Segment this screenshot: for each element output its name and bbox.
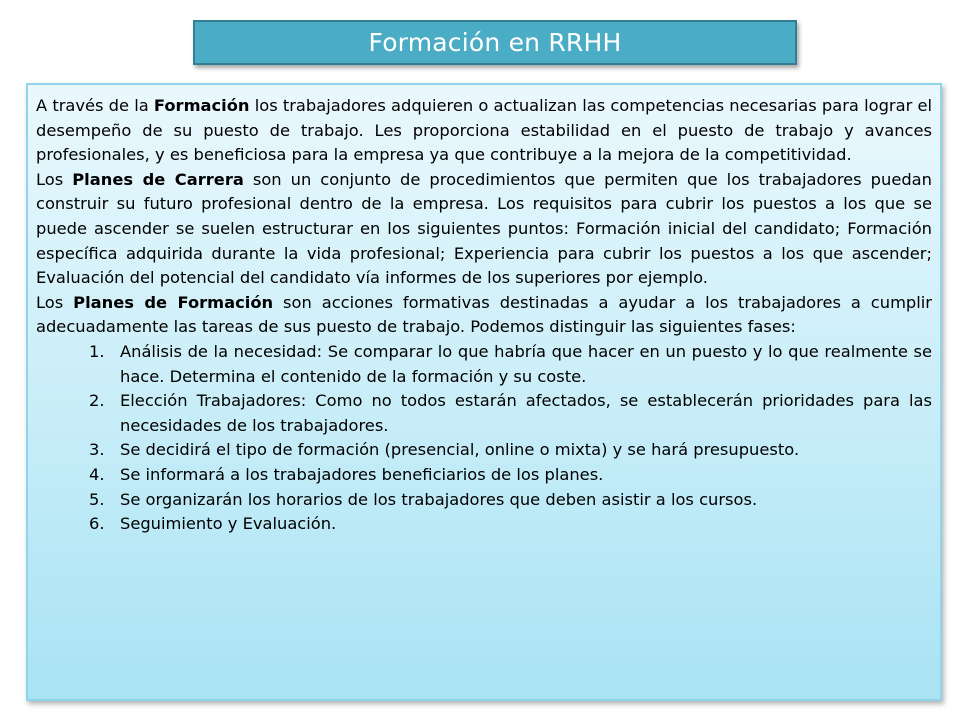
- phase-number: 6.: [89, 514, 105, 534]
- phase-item: [36, 488, 932, 513]
- paragraph-prefix: Los: [36, 169, 73, 189]
- content-box: [26, 83, 942, 701]
- paragraph-body: los trabajadores adquieren o actualizan las competencias necesarias para lograr el desempeño de su puesto de trabajo. Les proporciona estabilidad en el puesto de trabajo y avances profesionales, y es beneficiosa para la empresa ya que contribuye a la mejora de la competitividad.: [36, 96, 932, 165]
- phase-number: 2.: [89, 391, 105, 411]
- phase-number: 3.: [89, 440, 105, 460]
- phase-text: Elección Trabajadores: Como no todos estarán afectados, se establecerán prioridades para las necesidades de los trabajadores.: [120, 391, 932, 435]
- paragraph-planes-formacion: [36, 291, 932, 340]
- phase-number: 1.: [89, 341, 105, 361]
- phase-number: 5.: [89, 489, 105, 509]
- paragraph-keyword: Planes de Formación: [73, 292, 274, 312]
- paragraph-planes-carrera: [36, 168, 932, 291]
- phase-text: Análisis de la necesidad: Se comparar lo que habría que hacer en un puesto y lo que realmente se hace. Determina el contenido de la formación y su coste.: [120, 341, 932, 386]
- phase-text: Se organizarán los horarios de los trabajadores que deben asistir a los cursos.: [120, 489, 758, 509]
- paragraph-keyword: Formación: [153, 96, 250, 115]
- paragraph-body: son un conjunto de procedimientos que permiten que los trabajadores puedan construir su futuro profesional dentro de la empresa. Los requisitos para cubrir los puestos a los que se puede ascender se suelen estructurar en los siguientes puntos: Formación inicial del candidato; Formación específica adquirida durante la vida profesional; Experiencia para cubrir los puestos a los que ascender; Evaluación del potencial del candidato vía informes de los superiores por ejemplo.: [36, 169, 932, 288]
- phase-item: [36, 463, 932, 488]
- phase-item: [36, 512, 932, 537]
- phase-item: [36, 438, 932, 463]
- paragraph-prefix: A través de la: [36, 96, 154, 115]
- paragraph-formacion: [36, 94, 932, 168]
- phase-item: [36, 389, 932, 438]
- phase-text: Seguimiento y Evaluación.: [120, 514, 337, 534]
- paragraph-body: son acciones formativas destinadas a ayudar a los trabajadores a cumplir adecuadamente las tareas de sus puesto de trabajo. Podemos distinguir las siguientes fases:: [36, 292, 932, 337]
- phase-item: [36, 340, 932, 389]
- phase-text: Se informará a los trabajadores beneficiarios de los planes.: [120, 464, 604, 484]
- title-box: [193, 20, 797, 65]
- phase-text: Se decidirá el tipo de formación (presencial, online o mixta) y se hará presupuesto.: [120, 440, 800, 460]
- slide-title: Formación en RRHH: [368, 28, 622, 57]
- phase-number: 4.: [89, 464, 105, 484]
- phases-list: [36, 340, 932, 537]
- paragraph-prefix: Los: [36, 292, 74, 312]
- paragraph-keyword: Planes de Carrera: [72, 169, 244, 189]
